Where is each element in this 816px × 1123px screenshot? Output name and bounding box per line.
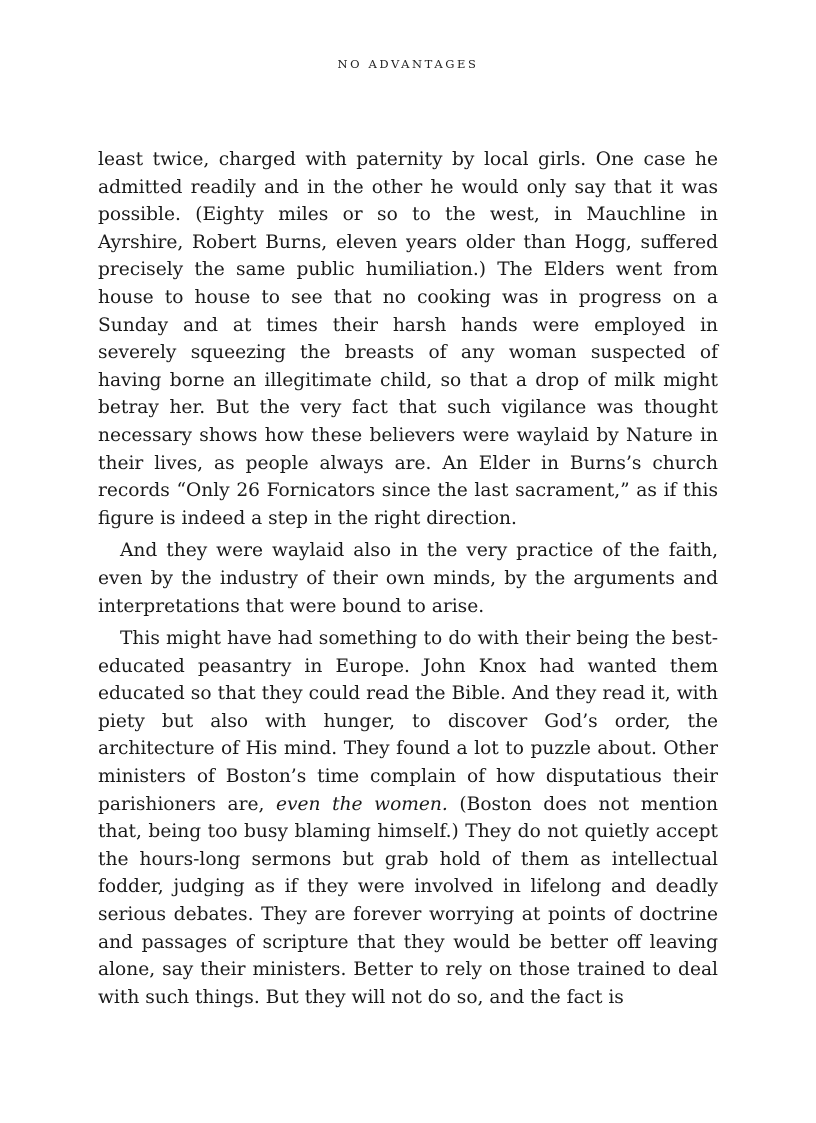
paragraph-1 [98,146,718,532]
paragraph-3-text-a: This might have had something to do with their being the best-educated peasantry in Europe. John Knox had wanted them educated so that they could read the Bible. And they read it, with piety but also with hunger, to discover God’s order, the architecture of His mind. They found a lot to puzzle about. Other ministers of Boston’s time complain of how disputatious their parishioners are, [98,628,718,815]
running-head: NO ADVANTAGES [337,57,479,71]
paragraph-3-italic-phrase: even the women. [276,793,448,815]
body-text [98,146,718,1011]
paragraph-3-text-b: (Boston does not mention that, being too busy blaming himself.) They do not quietly accept the hours-long sermons but grab hold of them as intellectual fodder, judging as if they were involved in lifelong and deadly serious debates. They are forever worrying at points of doctrine and passages of scripture that they would be better off leaving alone, say their ministers. Better to rely on those trained to deal with such things. But they will not do so, and the fact is [98,793,719,1008]
paragraph-2-text: And they were waylaid also in the very practice of the faith, even by the industry of their own minds, by the arguments and interpretations that were bound to arise. [98,540,718,617]
paragraph-2 [98,537,718,620]
paragraph-1-text: least twice, charged with paternity by local girls. One case he admitted readily and in the other he would only say that it was possible. (Eighty miles or so to the west, in Mauchline in Ayrshire, Robert Burns, eleven years older than Hogg, suffered precisely the same public humiliation.) The Elders went from house to house to see that no cooking was in progress on a Sunday and at times their harsh hands were employed in severely squeezing the breasts of any woman suspected of having borne an illegitimate child, so that a drop of milk might betray her. But the very fact that such vigilance was thought necessary shows how these believers were waylaid by Nature in their lives, as people always are. An Elder in Burns’s church records “Only 26 Fornicators since the last sacrament,” as if this figure is indeed a step in the right direction. [98,149,718,529]
paragraph-3 [98,625,718,1011]
